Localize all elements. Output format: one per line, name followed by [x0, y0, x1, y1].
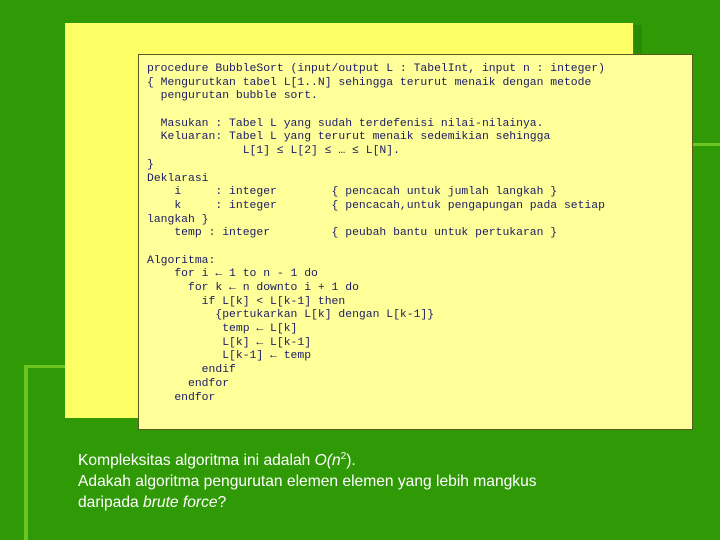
code-line: L[1] ≤ L[2] ≤ … ≤ L[N].: [147, 145, 400, 158]
code-line: { Mengurutkan tabel L[1..N] sehingga terurut menaik dengan metode: [147, 76, 592, 89]
bubble-sort-pseudocode: [147, 63, 605, 405]
code-line: i : integer { pencacah untuk jumlah langkah }: [147, 186, 558, 199]
code-line: pengurutan bubble sort.: [147, 90, 318, 103]
decorative-horizontal-stripe: [24, 365, 66, 368]
code-image-panel: [65, 23, 633, 418]
code-line: L[k-1] ← temp: [147, 350, 312, 363]
caption-text: Kompleksitas algoritma ini adalah: [78, 452, 315, 470]
slide-caption: [78, 446, 698, 513]
code-line: if L[k] < L[k-1] then: [147, 295, 346, 308]
exponent: 2: [340, 451, 347, 462]
big-o-notation: O(n: [314, 452, 341, 470]
code-line: L[k] ← L[k-1]: [147, 336, 312, 349]
code-line: Masukan : Tabel L yang sudah terdefenisi nilai-nilainya.: [147, 117, 544, 130]
code-line: for k ← n downto i + 1 do: [147, 282, 359, 294]
caption-text: ).: [346, 452, 356, 470]
code-line: Algoritma:: [147, 254, 216, 267]
code-line: temp : integer { peubah bantu untuk pertukaran }: [147, 227, 558, 240]
code-line: for i ← 1 to n - 1 do: [147, 268, 318, 281]
code-line: procedure BubbleSort (input/output L : TabelInt, input n : integer): [147, 63, 605, 75]
code-line: endfor: [147, 377, 230, 390]
caption-text: daripada: [78, 494, 144, 512]
code-line: }: [147, 158, 154, 171]
code-line: temp ← L[k]: [147, 323, 298, 336]
brute-force-term: brute force: [143, 494, 218, 512]
code-line: {pertukarkan L[k] dengan L[k-1]}: [147, 309, 435, 322]
caption-text: ?: [217, 494, 227, 512]
caption-line-3: [78, 492, 698, 513]
code-line: endfor: [147, 391, 216, 404]
code-line: endif: [147, 364, 236, 377]
code-line: k : integer { pencacah,untuk pengapungan pada setiap: [147, 199, 605, 212]
code-line: Keluaran: Tabel L yang terurut menaik sedemikian sehingga: [147, 131, 551, 144]
scanned-code-box: [138, 54, 693, 430]
code-line: Deklarasi: [147, 172, 209, 185]
decorative-vertical-stripe: [24, 365, 28, 540]
code-line: [147, 104, 605, 118]
caption-line-1: [78, 446, 698, 471]
code-line: [147, 241, 605, 255]
code-line: langkah }: [147, 213, 209, 226]
caption-line-2: Adakah algoritma pengurutan elemen elemen yang lebih mangkus: [78, 473, 537, 491]
